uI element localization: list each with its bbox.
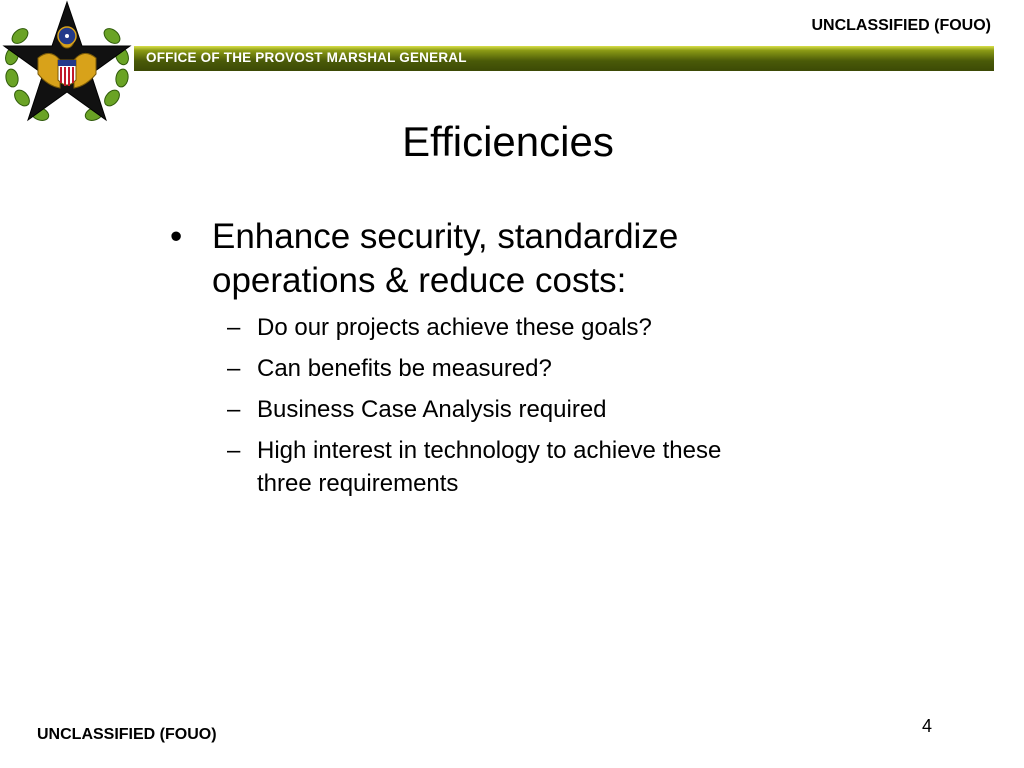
sub-bullet-marker: –: [227, 396, 241, 423]
sub-bullet-marker: –: [227, 314, 241, 341]
sub-bullet: [227, 393, 760, 426]
bullet-marker: •: [170, 217, 183, 256]
sub-bullet-text: Business Case Analysis required: [257, 396, 607, 423]
sub-bullet-text: High interest in technology to achieve these three requirements: [257, 437, 722, 497]
slide-title: Efficiencies: [402, 118, 614, 165]
page-number: 4: [922, 716, 933, 736]
office-banner: [134, 46, 994, 71]
sub-bullet-marker: –: [227, 355, 241, 382]
main-bullet-text: Enhance security, standardize operations & reduce costs:: [212, 217, 679, 300]
classification-marking-top: UNCLASSIFIED (FOUO): [811, 17, 991, 34]
slide-content: [170, 215, 760, 500]
sub-bullet: [227, 311, 760, 344]
sub-bullet-marker: –: [227, 437, 241, 464]
sub-bullet: [227, 434, 760, 500]
banner-title: OFFICE OF THE PROVOST MARSHAL GENERAL: [146, 50, 467, 65]
sub-bullet: [227, 352, 760, 385]
sub-bullet-text: Can benefits be measured?: [257, 355, 552, 382]
classification-marking-bottom: UNCLASSIFIED (FOUO): [37, 726, 217, 743]
army-star-emblem-icon: [0, 0, 140, 132]
sub-bullet-text: Do our projects achieve these goals?: [257, 314, 652, 341]
main-bullet: [170, 215, 760, 303]
